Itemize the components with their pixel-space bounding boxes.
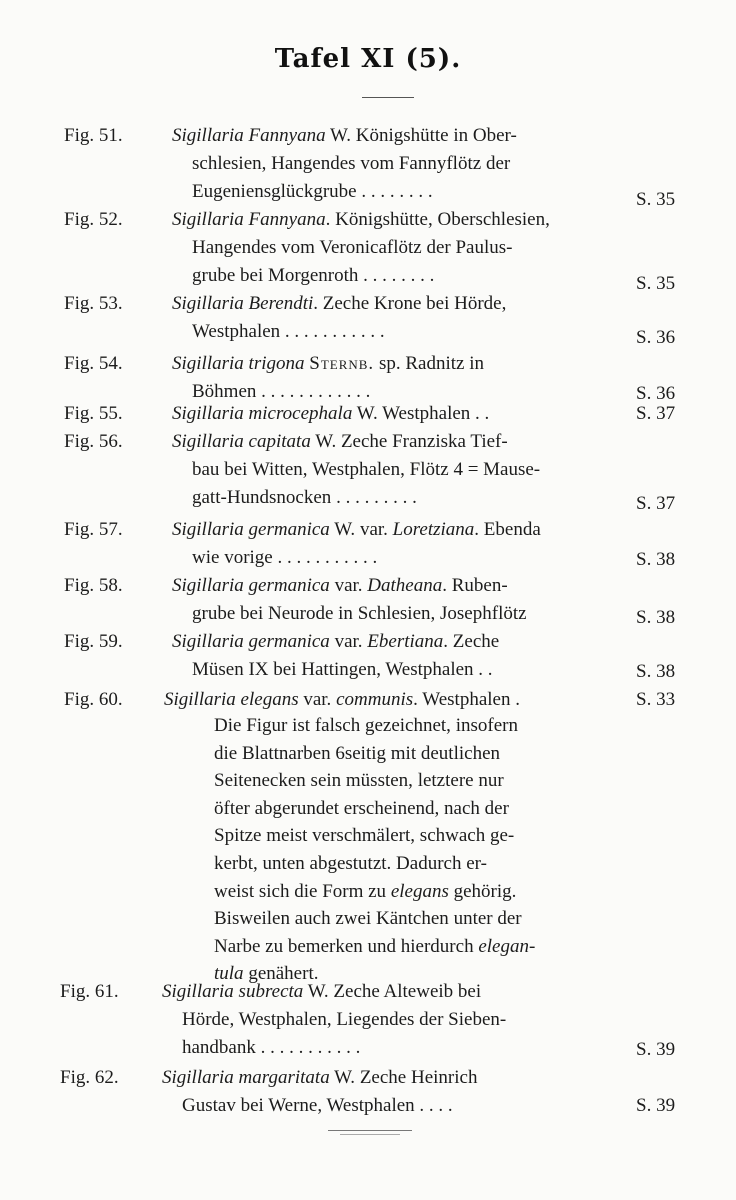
figure-description xyxy=(172,206,610,290)
description-line: Müsen IX bei Hattingen, Westphalen . . xyxy=(192,659,493,680)
figure-description xyxy=(172,290,610,346)
description-line: Sigillaria trigona Sternb. sp. Radnitz in xyxy=(172,353,484,374)
figure-description xyxy=(162,978,606,1062)
description-line: gatt-Hundsnocken . . . . . . . . . xyxy=(192,487,417,508)
description-line: Sigillaria Fannyana. Königshütte, Oberschlesien, xyxy=(172,209,550,230)
page-reference: S. 37 xyxy=(636,493,676,514)
figure-description xyxy=(172,572,610,628)
figure-number: Fig. 60. xyxy=(64,689,123,710)
figure-description xyxy=(172,516,610,572)
figure-number: Fig. 52. xyxy=(64,209,123,230)
figure-number: Fig. 54. xyxy=(64,353,123,374)
note-line: öfter abgerundet erscheinend, nach der xyxy=(214,797,509,819)
page-reference: S. 38 xyxy=(636,607,676,628)
note-line: Seitenecken sein müssten, letztere nur xyxy=(214,770,504,792)
figure-number: Fig. 62. xyxy=(60,1067,119,1088)
description-line: bau bei Witten, Westphalen, Flötz 4 = Mause- xyxy=(192,459,541,480)
figure-number: Fig. 57. xyxy=(64,519,123,540)
description-line: schlesien, Hangendes vom Fannyflötz der xyxy=(192,153,511,174)
description-line: grube bei Neurode in Schlesien, Josephflötz xyxy=(192,603,527,624)
figure-number: Fig. 55. xyxy=(64,403,123,424)
description-line: Sigillaria microcephala W. Westphalen . . xyxy=(172,403,490,424)
description-line: Sigillaria Fannyana W. Königshütte in Ober- xyxy=(172,125,517,146)
description-line: Sigillaria germanica var. Ebertiana. Zeche xyxy=(172,631,500,652)
figure-description xyxy=(172,400,610,428)
description-line: Sigillaria Berendti. Zeche Krone bei Hörde, xyxy=(172,293,507,314)
description-line: wie vorige . . . . . . . . . . . xyxy=(192,547,378,568)
page-reference: S. 38 xyxy=(636,549,676,570)
page-reference: S. 37 xyxy=(636,403,676,424)
plate-title: Tafel XI (5). xyxy=(274,44,462,74)
figure-description xyxy=(172,350,610,406)
figure-description xyxy=(172,122,610,206)
figure-description xyxy=(172,628,610,684)
description-line: Sigillaria capitata W. Zeche Franziska Tief- xyxy=(172,431,508,452)
note-line: Bisweilen auch zwei Käntchen unter der xyxy=(214,908,522,930)
closing-rule xyxy=(340,1134,400,1135)
page-reference: S. 36 xyxy=(636,327,676,348)
figure-number: Fig. 56. xyxy=(64,431,123,452)
description-line: Hörde, Westphalen, Liegendes der Sieben- xyxy=(182,1009,507,1030)
description-line: Westphalen . . . . . . . . . . . xyxy=(192,321,385,342)
note-line: tula genähert. xyxy=(214,963,319,985)
description-line: Sigillaria subrecta W. Zeche Alteweib bei xyxy=(162,981,482,1002)
figure-note xyxy=(214,712,606,988)
note-line: kerbt, unten abgestutzt. Dadurch er- xyxy=(214,852,487,874)
note-line: weist sich die Form zu elegans gehörig. xyxy=(214,880,517,902)
figure-description xyxy=(162,1064,606,1120)
page-reference: S. 39 xyxy=(636,1039,676,1060)
description-line: handbank . . . . . . . . . . . xyxy=(182,1037,361,1058)
figure-number: Fig. 53. xyxy=(64,293,123,314)
description-line: Sigillaria germanica var. Datheana. Ruben- xyxy=(172,575,508,596)
note-line: Narbe zu bemerken und hierdurch elegan- xyxy=(214,935,536,957)
figure-number: Fig. 61. xyxy=(60,981,119,1002)
note-line: Die Figur ist falsch gezeichnet, insofern xyxy=(214,715,518,736)
description-line: Sigillaria germanica W. var. Loretziana. Ebenda xyxy=(172,519,541,540)
page-reference: S. 36 xyxy=(636,383,676,404)
title-divider xyxy=(362,97,414,98)
description-line: Sigillaria elegans var. communis. Westphalen . xyxy=(164,689,520,710)
figure-description xyxy=(172,428,610,512)
description-line: Hangendes vom Veronicaflötz der Paulus- xyxy=(192,237,513,258)
description-line: grube bei Morgenroth . . . . . . . . xyxy=(192,265,435,286)
figure-number: Fig. 59. xyxy=(64,631,123,652)
description-line: Sigillaria margaritata W. Zeche Heinrich xyxy=(162,1067,478,1088)
note-line: Spitze meist verschmälert, schwach ge- xyxy=(214,825,515,847)
page-reference: S. 33 xyxy=(636,689,676,710)
figure-description xyxy=(164,686,602,714)
note-line: die Blattnarben 6seitig mit deutlichen xyxy=(214,742,501,764)
description-line: Eugeniensglückgrube . . . . . . . . xyxy=(192,181,433,202)
description-line: Böhmen . . . . . . . . . . . . xyxy=(192,381,371,402)
page-reference: S. 38 xyxy=(636,661,676,682)
figure-number: Fig. 51. xyxy=(64,125,123,146)
figure-number: Fig. 58. xyxy=(64,575,123,596)
closing-rule xyxy=(328,1130,412,1131)
description-line: Gustav bei Werne, Westphalen . . . . xyxy=(182,1095,453,1116)
page-reference: S. 35 xyxy=(636,189,676,210)
page-reference: S. 35 xyxy=(636,273,676,294)
page-reference: S. 39 xyxy=(636,1095,676,1116)
